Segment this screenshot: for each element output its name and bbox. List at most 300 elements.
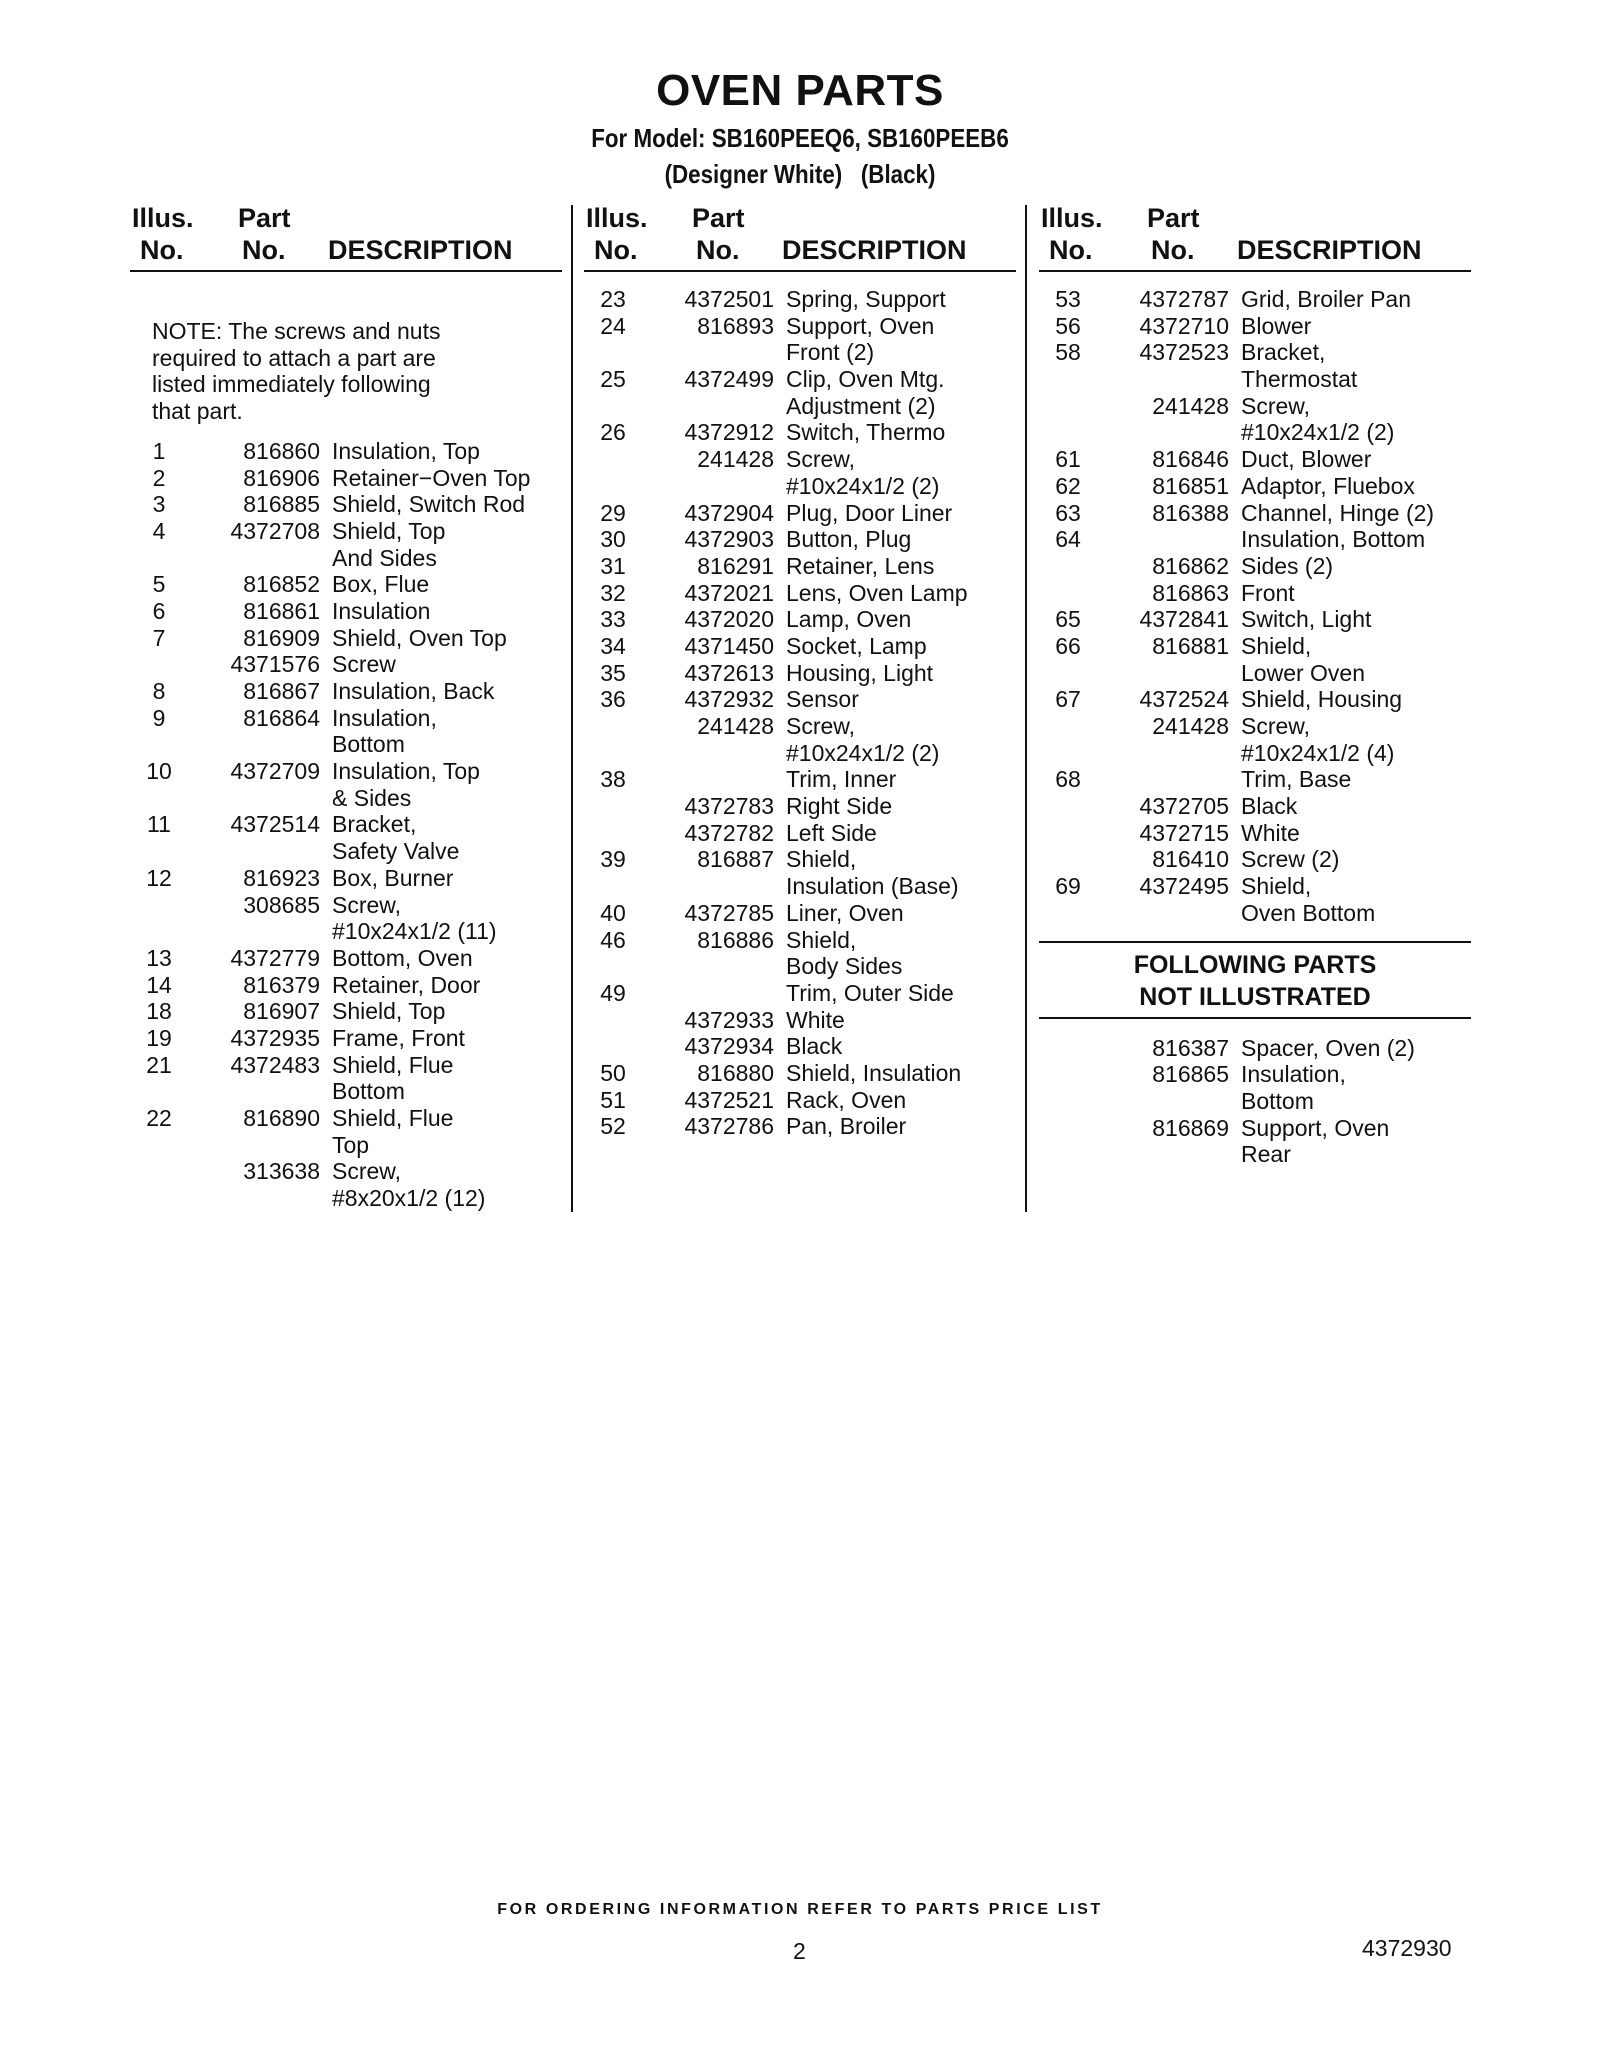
part-description: Retainer−Oven Top (332, 464, 531, 491)
parts-list (1039, 286, 1471, 927)
part-number: 816388 (1152, 499, 1229, 526)
table-row (1039, 366, 1471, 393)
table-row (1039, 446, 1471, 473)
part-description: Socket, Lamp (786, 632, 927, 659)
column-divider (571, 205, 573, 1212)
table-row (1039, 686, 1471, 713)
part-description: Support, Oven (786, 312, 935, 339)
part-description: Clip, Oven Mtg. (786, 366, 945, 393)
part-number: 816862 (1152, 552, 1229, 579)
table-row (130, 438, 562, 465)
table-row (1039, 1088, 1471, 1115)
part-number: 4372932 (684, 686, 774, 713)
table-row (1039, 419, 1471, 446)
part-number: 816864 (243, 704, 320, 731)
following-parts-heading-line: NOT ILLUSTRATED (1139, 982, 1371, 1011)
table-row (584, 526, 1016, 553)
table-row (130, 918, 562, 945)
part-description: Screw, (1241, 392, 1311, 419)
part-number: 4372912 (684, 419, 774, 446)
illus-number: 5 (152, 571, 166, 598)
part-description: #10x24x1/2 (11) (332, 918, 497, 945)
part-number: 816860 (243, 437, 320, 464)
part-number: 4372787 (1139, 286, 1229, 312)
part-number: 241428 (697, 713, 774, 739)
part-description: Spacer, Oven (2) (1241, 1034, 1415, 1061)
part-description: Insulation, (1241, 1061, 1346, 1088)
part-description: Duct, Blower (1241, 446, 1372, 473)
parts-column-2 (584, 200, 1016, 1140)
table-row (130, 811, 562, 838)
part-description: #10x24x1/2 (2) (786, 739, 940, 766)
illus-number: 2 (152, 464, 166, 491)
part-description: Support, Oven (1241, 1114, 1390, 1141)
part-description: Channel, Hinge (2) (1241, 499, 1435, 526)
table-row (130, 731, 562, 758)
part-description: White (786, 1006, 845, 1033)
table-row (584, 927, 1016, 954)
column-divider (1025, 205, 1027, 1212)
illus-number: 24 (600, 312, 626, 339)
table-row (1039, 633, 1471, 660)
header-description: DESCRIPTION (782, 235, 967, 265)
part-number: 4372903 (684, 526, 774, 553)
header-illus: Illus. (1041, 203, 1103, 233)
part-description: Adjustment (2) (786, 392, 936, 419)
note-line: listed immediately following (152, 371, 431, 398)
part-number: 816890 (243, 1105, 320, 1131)
part-description: Shield, Flue (332, 1105, 454, 1131)
table-row (1039, 500, 1471, 527)
part-number: 816907 (243, 998, 320, 1025)
part-description: Bottom (1241, 1087, 1314, 1114)
table-row (1039, 900, 1471, 927)
table-row (1039, 1115, 1471, 1142)
following-parts-list (1039, 1035, 1471, 1168)
part-description: Adaptor, Fluebox (1241, 472, 1415, 499)
ordering-footer: FOR ORDERING INFORMATION REFER TO PARTS PRICE LIST (497, 1901, 1103, 1918)
table-row (1039, 793, 1471, 820)
table-row (130, 678, 562, 705)
table-row (584, 606, 1016, 633)
part-description: Bottom (332, 731, 405, 758)
part-number: 4371576 (230, 651, 320, 678)
table-row (584, 393, 1016, 420)
part-description: Lens, Oven Lamp (786, 579, 968, 606)
part-description: Insulation, (332, 704, 437, 731)
part-number: 816886 (697, 926, 774, 953)
table-row (584, 953, 1016, 980)
part-number: 4372514 (230, 811, 320, 838)
part-number: 816887 (697, 846, 774, 873)
part-number: 816387 (1152, 1034, 1229, 1061)
table-row (584, 660, 1016, 687)
part-description: Shield, Top (332, 517, 446, 544)
part-number: 4372613 (684, 659, 774, 686)
part-number: 816863 (1152, 579, 1229, 606)
header-part: Part (238, 203, 291, 233)
illus-number: 36 (600, 686, 626, 713)
illus-number: 18 (146, 998, 172, 1025)
table-row (584, 339, 1016, 366)
illus-number: 6 (152, 597, 166, 624)
table-row (584, 633, 1016, 660)
part-description: #10x24x1/2 (4) (1241, 739, 1395, 766)
header-illus: Illus. (586, 203, 648, 233)
table-row (584, 1113, 1016, 1140)
table-row (584, 1087, 1016, 1114)
column-header (130, 200, 562, 272)
table-row (584, 713, 1016, 740)
illus-number: 30 (600, 526, 626, 553)
illus-number: 8 (152, 678, 166, 704)
table-row (130, 518, 562, 545)
part-description: Lamp, Oven (786, 606, 912, 633)
illus-number: 13 (146, 944, 172, 971)
illus-number: 68 (1055, 766, 1081, 793)
table-row (130, 998, 562, 1025)
illus-number: 10 (146, 758, 172, 785)
illus-number: 50 (600, 1059, 626, 1086)
illus-number: 51 (600, 1086, 626, 1113)
part-description: #10x24x1/2 (2) (786, 472, 940, 499)
table-row (130, 571, 562, 598)
header-part-no: No. (242, 235, 286, 265)
illus-number: 9 (152, 704, 166, 731)
part-description: Right Side (786, 793, 893, 820)
part-number: 816923 (243, 864, 320, 891)
illus-number: 69 (1055, 873, 1081, 900)
note-line: that part. (152, 398, 243, 425)
header-part: Part (692, 203, 745, 233)
part-number: 4372779 (230, 944, 320, 971)
part-description: Shield, Switch Rod (332, 491, 526, 518)
table-row (130, 1105, 562, 1132)
part-number: 816881 (1152, 632, 1229, 659)
part-description: Insulation (Base) (786, 873, 959, 900)
part-description: Bracket, (332, 811, 417, 838)
table-row (1039, 713, 1471, 740)
illus-number: 29 (600, 499, 626, 526)
table-row (130, 491, 562, 518)
part-number: 313638 (243, 1158, 320, 1185)
part-number: 4372934 (684, 1033, 774, 1060)
part-description: Body Sides (786, 953, 903, 980)
table-row (1039, 846, 1471, 873)
part-number: 4372483 (230, 1051, 320, 1078)
part-description: Pan, Broiler (786, 1113, 907, 1140)
table-row (1039, 286, 1471, 313)
part-number: 241428 (1152, 713, 1229, 739)
illus-number: 32 (600, 579, 626, 606)
illus-number: 23 (600, 286, 626, 312)
illus-number: 12 (146, 864, 172, 891)
part-number: 4372782 (684, 819, 774, 846)
part-description: Screw (2) (1241, 846, 1340, 873)
table-row (130, 838, 562, 865)
part-description: Shield, Insulation (786, 1059, 962, 1086)
part-description: Top (332, 1131, 370, 1158)
part-description: Sensor (786, 686, 859, 713)
part-number: 4372933 (684, 1006, 774, 1033)
table-row (1039, 526, 1471, 553)
part-number: 816867 (243, 678, 320, 704)
part-number: 4372521 (684, 1086, 774, 1113)
part-description: Shield, (1241, 873, 1312, 900)
table-row (1039, 606, 1471, 633)
table-row (1039, 580, 1471, 607)
illus-number: 46 (600, 926, 626, 953)
part-number: 816865 (1152, 1061, 1229, 1088)
page-title: OVEN PARTS (656, 66, 944, 115)
part-number: 4372786 (684, 1113, 774, 1140)
table-row (584, 500, 1016, 527)
table-row (584, 1033, 1016, 1060)
table-row (1039, 820, 1471, 847)
part-number: 308685 (243, 891, 320, 918)
part-number: 4372709 (230, 758, 320, 785)
part-description: Trim, Outer Side (786, 979, 954, 1006)
part-description: Left Side (786, 819, 877, 846)
illus-number: 66 (1055, 632, 1081, 659)
table-row (584, 846, 1016, 873)
part-description: Insulation, Top (332, 437, 480, 464)
following-parts-heading-line: FOLLOWING PARTS (1133, 950, 1377, 979)
part-number: 4372495 (1139, 873, 1229, 900)
part-number: 4372710 (1139, 312, 1229, 339)
part-description: Retainer, Lens (786, 552, 935, 579)
table-row (130, 1078, 562, 1105)
part-description: Switch, Light (1241, 606, 1372, 633)
table-row (584, 419, 1016, 446)
part-description: Black (786, 1033, 843, 1060)
color-line: (Designer White) (Black) (664, 159, 936, 189)
part-description: Box, Flue (332, 571, 430, 598)
parts-list (130, 438, 562, 1212)
table-row (130, 1185, 562, 1212)
illus-number: 19 (146, 1024, 172, 1051)
table-row (130, 705, 562, 732)
table-row (1039, 766, 1471, 793)
part-description: Black (1241, 793, 1298, 820)
table-row (584, 686, 1016, 713)
table-row (1039, 473, 1471, 500)
table-row (1039, 1035, 1471, 1062)
part-description: Shield, (786, 846, 857, 873)
header-illus-no: No. (140, 235, 184, 265)
parts-column-3 (1039, 200, 1471, 1168)
table-row (130, 598, 562, 625)
part-number: 816861 (243, 597, 320, 624)
header-part-no: No. (696, 235, 740, 265)
table-row (1039, 740, 1471, 767)
part-number: 4372715 (1139, 819, 1229, 846)
part-description: Sides (2) (1241, 552, 1334, 579)
parts-column-1 (130, 200, 562, 1212)
illus-number: 21 (146, 1051, 172, 1078)
note-line: NOTE: The screws and nuts (152, 318, 441, 344)
part-description: #10x24x1/2 (2) (1241, 419, 1395, 446)
part-number: 816846 (1152, 446, 1229, 473)
part-number: 816410 (1152, 846, 1229, 873)
part-description: Shield, (1241, 632, 1312, 659)
illus-number: 25 (600, 366, 626, 393)
illus-number: 38 (600, 766, 626, 793)
table-row (584, 286, 1016, 313)
header-part-no: No. (1151, 235, 1195, 265)
table-row (584, 766, 1016, 793)
header-illus: Illus. (132, 203, 194, 233)
header-illus-no: No. (594, 235, 638, 265)
part-description: Shield, (786, 926, 857, 953)
column-header (584, 200, 1016, 272)
illus-number: 40 (600, 899, 626, 926)
illus-number: 39 (600, 846, 626, 873)
table-row (584, 820, 1016, 847)
illus-number: 52 (600, 1113, 626, 1140)
table-row (584, 1060, 1016, 1087)
part-description: Shield, Flue (332, 1051, 454, 1078)
part-description: Screw, (786, 713, 856, 739)
part-description: Insulation, Bottom (1241, 526, 1426, 553)
part-description: Rear (1241, 1141, 1291, 1168)
table-row (130, 945, 562, 972)
table-row (584, 980, 1016, 1007)
illus-number: 64 (1055, 526, 1081, 553)
table-row (584, 793, 1016, 820)
part-number: 4372499 (684, 366, 774, 393)
table-row (130, 758, 562, 785)
table-row (1039, 1061, 1471, 1088)
part-description: Screw, (1241, 713, 1311, 739)
part-description: Blower (1241, 312, 1312, 339)
table-row (1039, 313, 1471, 340)
part-number: 4372524 (1139, 686, 1229, 713)
part-description: Trim, Base (1241, 766, 1352, 793)
part-description: Front (1241, 579, 1295, 606)
table-row (1039, 1141, 1471, 1168)
table-row (130, 625, 562, 652)
table-row (130, 865, 562, 892)
header-description: DESCRIPTION (328, 235, 513, 265)
part-number: 4372785 (684, 899, 774, 926)
part-description: Trim, Inner (786, 766, 897, 793)
illus-number: 34 (600, 632, 626, 659)
part-description: Grid, Broiler Pan (1241, 286, 1412, 312)
part-description: Button, Plug (786, 526, 912, 553)
part-number: 816885 (243, 491, 320, 518)
part-description: Switch, Thermo (786, 419, 946, 446)
part-description: Screw (332, 651, 396, 678)
part-description: Insulation (332, 597, 431, 624)
table-row (130, 785, 562, 812)
header-illus-no: No. (1049, 235, 1093, 265)
illus-number: 53 (1055, 286, 1081, 312)
part-description: Lower Oven (1241, 659, 1366, 686)
illus-number: 58 (1055, 339, 1081, 366)
part-description: White (1241, 819, 1300, 846)
table-row (584, 473, 1016, 500)
table-row (584, 313, 1016, 340)
document-number: 4372930 (1362, 1935, 1452, 1961)
table-row (1039, 873, 1471, 900)
part-number: 4372021 (684, 579, 774, 606)
table-row (130, 1132, 562, 1159)
part-number: 816869 (1152, 1114, 1229, 1141)
table-row (584, 580, 1016, 607)
illus-number: 67 (1055, 686, 1081, 713)
part-description: Bottom, Oven (332, 944, 473, 971)
illus-number: 1 (152, 437, 166, 464)
part-number: 4372904 (684, 499, 774, 526)
part-number: 4372523 (1139, 339, 1229, 366)
illus-number: 61 (1055, 446, 1081, 473)
part-description: Shield, Housing (1241, 686, 1403, 713)
column-header (1039, 200, 1471, 272)
table-row (1039, 553, 1471, 580)
part-description: Front (2) (786, 339, 875, 366)
illus-number: 3 (152, 491, 166, 518)
part-number: 816852 (243, 571, 320, 598)
part-description: Housing, Light (786, 659, 934, 686)
part-number: 4372705 (1139, 793, 1229, 820)
illus-number: 26 (600, 419, 626, 446)
table-row (130, 972, 562, 999)
illus-number: 49 (600, 979, 626, 1006)
note (130, 318, 562, 425)
table-row (130, 1025, 562, 1052)
illus-number: 33 (600, 606, 626, 633)
illus-number: 35 (600, 659, 626, 686)
part-number: 241428 (697, 446, 774, 473)
part-description: Plug, Door Liner (786, 499, 953, 526)
illus-number: 14 (146, 971, 172, 998)
part-description: Thermostat (1241, 366, 1358, 393)
page-number: 2 (793, 1938, 806, 1964)
part-number: 816291 (697, 552, 774, 579)
table-row (130, 465, 562, 492)
model-line: For Model: SB160PEEQ6, SB160PEEB6 (591, 123, 1009, 153)
part-number: 4372935 (230, 1024, 320, 1051)
illus-number: 62 (1055, 472, 1081, 499)
illus-number: 63 (1055, 499, 1081, 526)
illus-number: 22 (146, 1105, 172, 1131)
part-description: Liner, Oven (786, 899, 904, 926)
part-number: 816909 (243, 624, 320, 651)
part-number: 816379 (243, 971, 320, 998)
part-number: 816851 (1152, 472, 1229, 499)
part-description: Box, Burner (332, 864, 454, 891)
part-description: Spring, Support (786, 286, 946, 312)
illus-number: 7 (152, 624, 166, 651)
part-description: Screw, (332, 1158, 402, 1185)
table-row (584, 740, 1016, 767)
part-description: Insulation, Top (332, 758, 480, 785)
parts-list (584, 286, 1016, 1140)
part-number: 4372020 (684, 606, 774, 633)
part-number: 816906 (243, 464, 320, 491)
table-row (1039, 393, 1471, 420)
illus-number: 4 (152, 517, 166, 544)
table-row (584, 873, 1016, 900)
header-description: DESCRIPTION (1237, 235, 1422, 265)
illus-number: 65 (1055, 606, 1081, 633)
part-description: #8x20x1/2 (12) (332, 1185, 486, 1212)
part-description: Oven Bottom (1241, 899, 1376, 926)
part-number: 4372708 (230, 517, 320, 544)
header-part: Part (1147, 203, 1200, 233)
part-description: Screw, (786, 446, 856, 473)
